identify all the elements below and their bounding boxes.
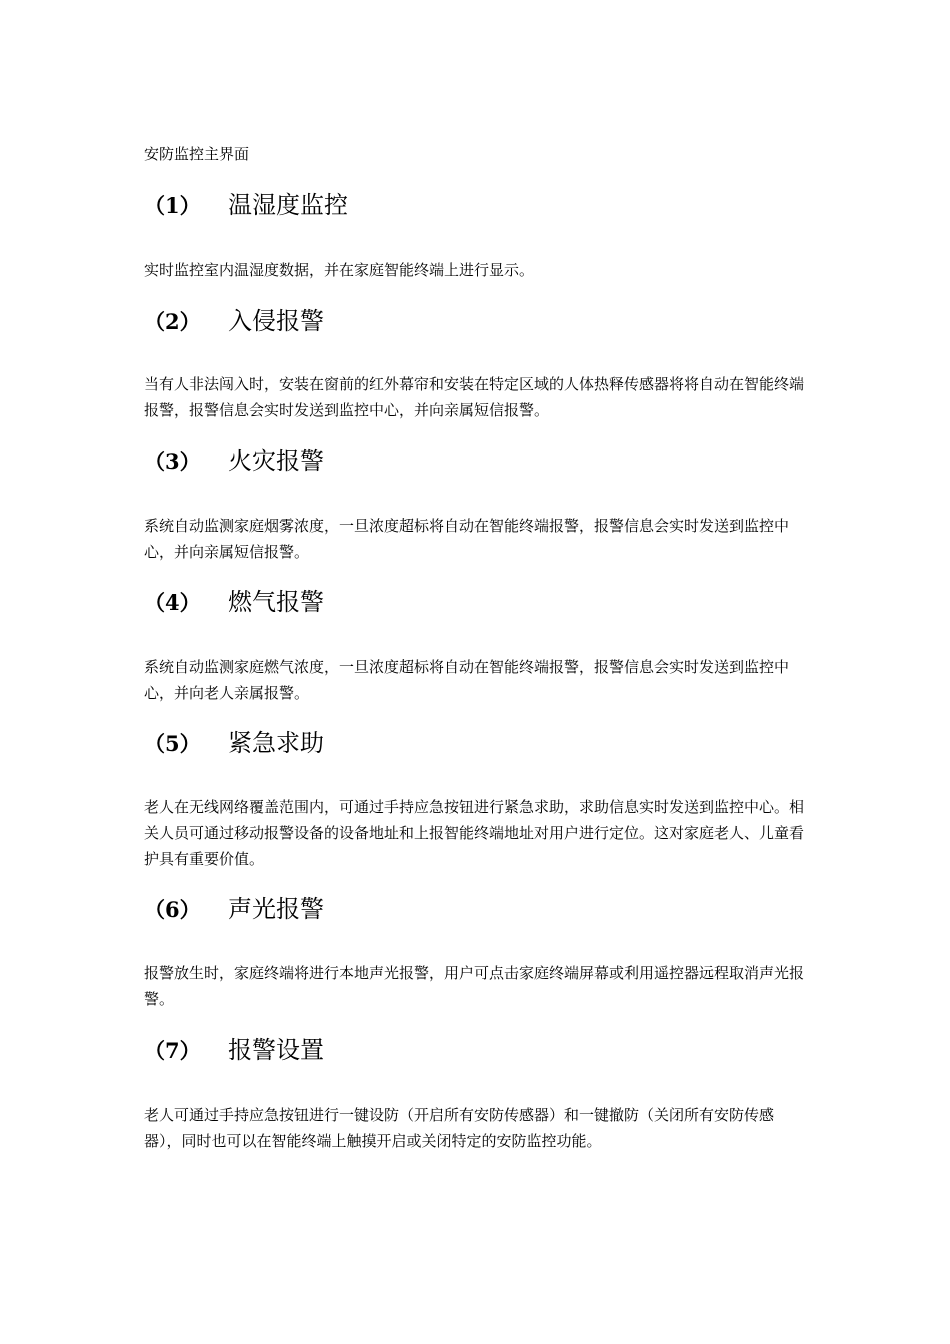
section-heading-5 [144, 725, 324, 761]
section-title-1: 温湿度监控 [228, 191, 348, 219]
section-heading-6 [144, 891, 324, 927]
section-number-6: （6） [144, 897, 201, 922]
section-heading-4 [144, 584, 324, 620]
section-title-3: 火灾报警 [228, 447, 324, 475]
section-number-2: （2） [144, 309, 201, 334]
section-number-7: （7） [144, 1038, 201, 1063]
section-body-7: 老人可通过手持应急按钮进行一键设防（开启所有安防传感器）和一键撤防（关闭所有安防传感器），同时也可以在智能终端上触摸开启或关闭特定的安防监控功能。 [144, 1106, 775, 1150]
section-heading-3 [144, 443, 324, 479]
section-number-4: （4） [144, 590, 201, 615]
section-body-2: 当有人非法闯入时，安装在窗前的红外幕帘和安装在特定区域的人体热释传感器将将自动在智能终端报警，报警信息会实时发送到监控中心，并向亲属短信报警。 [144, 375, 805, 419]
section-title-2: 入侵报警 [228, 307, 324, 335]
section-title-6: 声光报警 [228, 895, 324, 923]
section-body-3: 系统自动监测家庭烟雾浓度，一旦浓度超标将自动在智能终端报警，报警信息会实时发送到监控中心，并向亲属短信报警。 [144, 517, 790, 561]
section-body-6: 报警放生时，家庭终端将进行本地声光报警，用户可点击家庭终端屏幕或利用遥控器远程取消声光报警。 [144, 964, 805, 1008]
section-heading-2 [144, 303, 324, 339]
section-body-1: 实时监控室内温湿度数据，并在家庭智能终端上进行显示。 [144, 261, 535, 279]
section-body-4: 系统自动监测家庭燃气浓度，一旦浓度超标将自动在智能终端报警，报警信息会实时发送到监控中心，并向老人亲属报警。 [144, 658, 790, 702]
section-title-4: 燃气报警 [228, 588, 324, 616]
section-number-5: （5） [144, 731, 201, 756]
section-title-7: 报警设置 [228, 1036, 324, 1064]
section-heading-1 [144, 187, 348, 223]
section-number-3: （3） [144, 449, 201, 474]
intro-text: 安防监控主界面 [144, 145, 250, 163]
section-title-5: 紧急求助 [228, 729, 324, 757]
section-number-1: （1） [144, 193, 201, 218]
section-heading-7 [144, 1032, 324, 1068]
section-body-5: 老人在无线网络覆盖范围内，可通过手持应急按钮进行紧急求助，求助信息实时发送到监控中心。相关人员可通过移动报警设备的设备地址和上报智能终端地址对用户进行定位。这对家庭老人、儿童看护具有重要价值。 [144, 798, 805, 868]
